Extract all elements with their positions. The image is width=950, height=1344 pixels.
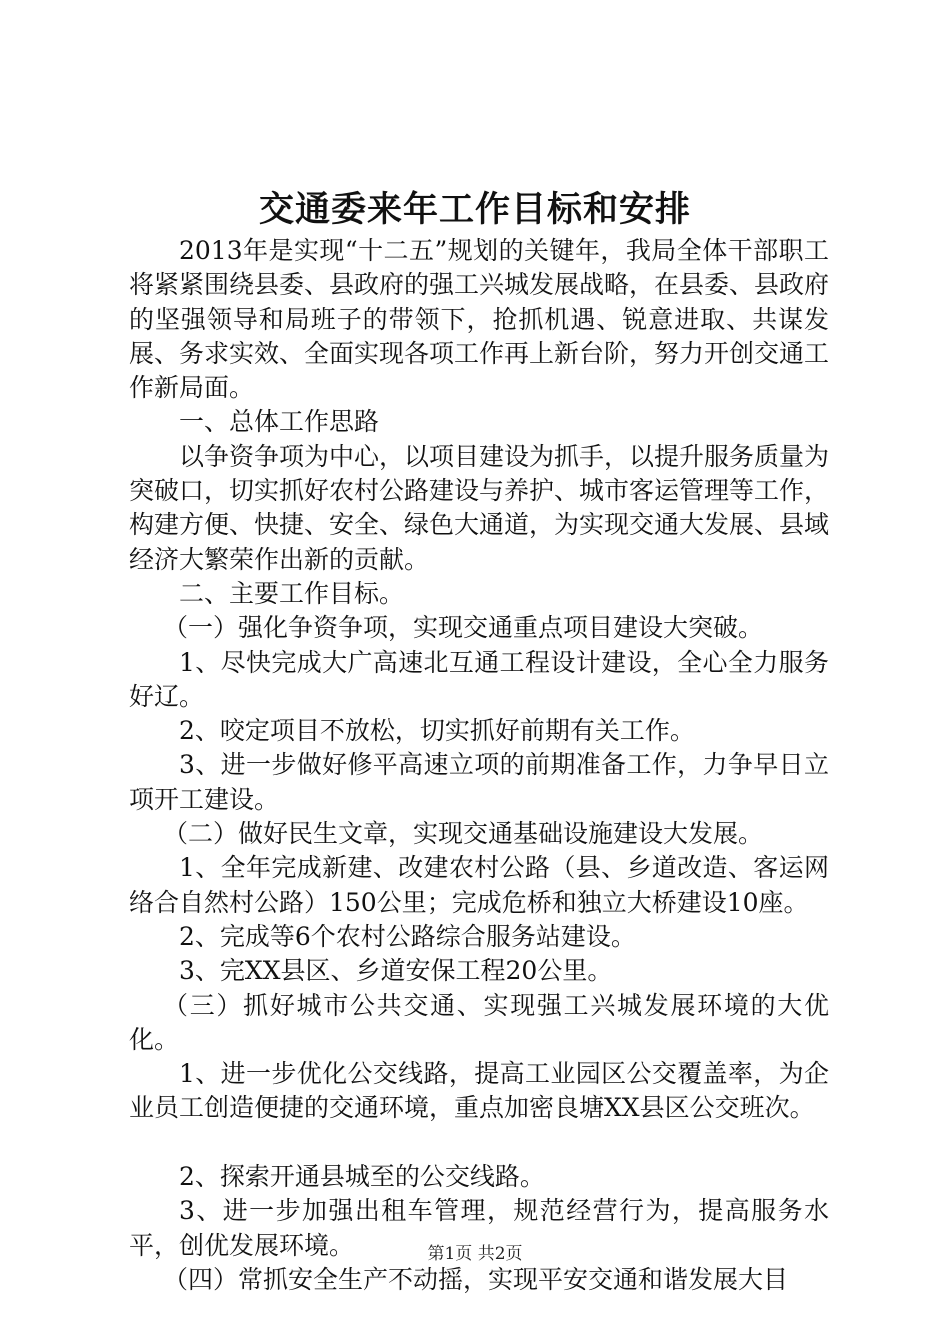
list-item: 1、全年完成新建、改建农村公路（县、乡道改造、客运网络合自然村公路）150公里；完成危桥和独立大桥建设10座。 (129, 853, 829, 917)
section-heading-2: 二、主要工作目标。 (179, 578, 405, 608)
overall-approach-paragraph: 以争资争项为中心，以项目建设为抓手，以提升服务质量为突破口，切实抓好农村公路建设与养护、城市客运管理等工作，构建方便、快捷、安全、绿色大通道，为实现交通大发展、县域经济大繁荣作出新的贡献。 (129, 441, 830, 574)
section-heading-1: 一、总体工作思路 (179, 407, 380, 437)
list-item: 1、尽快完成大广高速北互通工程设计建设，全心全力服务好辽。 (129, 647, 829, 711)
list-item: 2、探索开通县城至的公交线路。 (179, 1162, 545, 1192)
list-item: 2、完成等6个农村公路综合服务站建设。 (179, 921, 636, 951)
document-body (129, 234, 829, 1297)
subsection-heading-2: （二）做好民生文章，实现交通基础设施建设大发展。 (163, 819, 764, 849)
subsection-heading-4: （四）常抓安全生产不动摇，实现平安交通和谐发展大目 (163, 1264, 789, 1294)
list-item: 3、进一步做好修平高速立项的前期准备工作，力争早日立项开工建设。 (129, 750, 829, 814)
list-item: 3、进一步加强出租车管理，规范经营行为，提高服务水平，创优发展环境。 (129, 1196, 829, 1260)
blank-line (129, 1126, 829, 1160)
list-item: 1、进一步优化公交线路，提高工业园区公交覆盖率，为企业员工创造便捷的交通环境，重点加密良塘XX县区公交班次。 (129, 1059, 829, 1123)
subsection-heading-1: （一）强化争资争项，实现交通重点项目建设大突破。 (163, 613, 764, 643)
list-item: 2、咬定项目不放松，切实抓好前期有关工作。 (179, 716, 695, 746)
document-title: 交通委来年工作目标和安排 (258, 189, 691, 230)
subsection-heading-3: （三）抓好城市公共交通、实现强工兴城发展环境的大优化。 (129, 990, 829, 1054)
intro-paragraph: 2013年是实现“十二五”规划的关键年，我局全体干部职工将紧紧围绕县委、县政府的强工兴城发展战略，在县委、县政府的坚强领导和局班子的带领下，抢抓机遇、锐意进取、共谋发展、务求实效、全面实现各项工作再上新台阶，努力开创交通工作新局面。 (129, 236, 830, 403)
page-footer: 第1页 共2页 (427, 1244, 523, 1264)
list-item: 3、完XX县区、乡道安保工程20公里。 (179, 956, 613, 986)
